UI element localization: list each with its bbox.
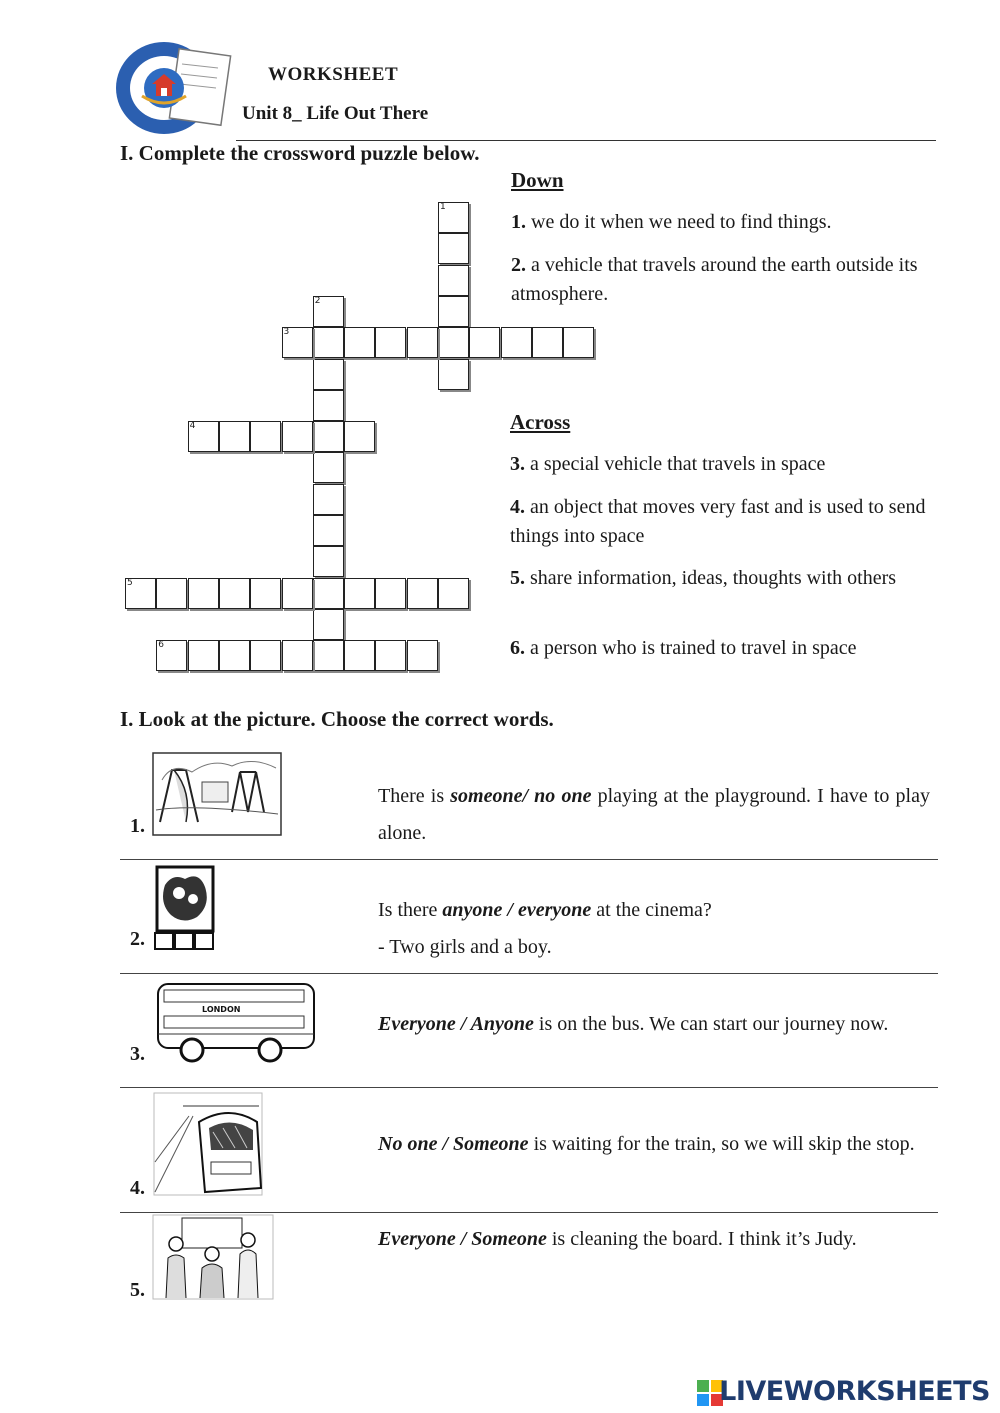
crossword-cell[interactable] [313,390,344,421]
item-number: 2. [130,928,145,950]
unit-title: Unit 8_ Life Out There [242,103,429,124]
crossword-cell[interactable] [313,609,344,640]
clue-number: 4. [510,496,525,518]
clue-text: an object that moves very fast and is used to send things into space [510,496,926,547]
crossword-cell[interactable] [219,578,250,609]
sentence-2 [378,892,930,966]
row-divider [120,859,938,860]
crossword-clue-number: 3 [283,327,290,338]
crossword-cell[interactable] [282,640,313,671]
classroom-picture [152,1214,274,1300]
crossword-clue-number: 4 [189,421,196,432]
clue-number: 2. [511,254,526,276]
crossword-cell[interactable] [313,296,344,327]
crossword-cell[interactable] [469,327,500,358]
crossword-clue-number: 2 [314,295,321,306]
word-choice[interactable]: Everyone / Someone [378,1228,547,1250]
crossword-cell[interactable] [313,421,344,452]
crossword-clue-number: 5 [127,577,133,588]
crossword-cell[interactable] [344,327,375,358]
sentence-text: at the cinema? [591,899,712,921]
clue-number: 1. [511,211,526,233]
clue-number: 3. [510,453,525,475]
crossword-cell[interactable] [532,327,563,358]
word-choice[interactable]: anyone / everyone [442,899,592,921]
crossword-cell[interactable] [313,327,344,358]
crossword-cell[interactable] [250,578,281,609]
crossword-cell[interactable] [501,327,532,358]
crossword-cell[interactable] [375,578,406,609]
sentence-5 [378,1221,930,1258]
crossword-cell[interactable] [313,452,344,483]
playground-picture [152,752,282,836]
row-divider [120,1212,938,1213]
word-choice[interactable]: someone/ no one [450,785,592,807]
sentence-text: is cleaning the board. I think it’s Judy. [546,1228,857,1250]
sentence-4 [378,1126,930,1163]
worksheet-title: WORKSHEET [268,64,399,85]
crossword-cell[interactable] [188,421,219,452]
crossword-cell[interactable] [156,578,187,609]
crossword-cell[interactable] [219,640,250,671]
crossword-cell[interactable] [156,640,187,671]
crossword-cell[interactable] [407,327,438,358]
crossword-cell[interactable] [438,265,469,296]
crossword-cell[interactable] [407,640,438,671]
crossword-cell[interactable] [188,578,219,609]
across-clue-6 [510,634,935,663]
across-clue-3 [510,450,935,479]
item-number: 5. [130,1279,145,1301]
sentence-1 [378,778,930,852]
crossword-cell[interactable] [438,296,469,327]
crossword-cell[interactable] [313,484,344,515]
crossword-cell[interactable] [407,578,438,609]
crossword-cell[interactable] [313,359,344,390]
sentence-text: There is [378,785,451,807]
sentence-text: Is there [378,899,443,921]
clue-text: a person who is trained to travel in space [525,637,857,659]
crossword-clue-number: 1 [440,202,446,212]
crossword-cell[interactable] [219,421,250,452]
item-number: 3. [130,1043,145,1065]
crossword-clue-number: 6 [158,640,165,651]
crossword-cell[interactable] [250,640,281,671]
crossword-cell[interactable] [563,327,594,358]
crossword-cell[interactable] [438,578,469,609]
crossword-cell[interactable] [344,421,375,452]
word-choice[interactable]: No one / Someone [378,1133,529,1155]
clue-number: 6. [510,637,525,659]
clue-text: share information, ideas, thoughts with others [525,567,897,589]
cinema-picture [153,865,217,951]
crossword-cell[interactable] [344,578,375,609]
liveworksheets-brand: LIVEWORKSHEETS [719,1376,990,1407]
school-logo [112,38,236,138]
item-number: 4. [130,1177,145,1199]
crossword-cell[interactable] [282,327,313,358]
crossword-cell[interactable] [282,421,313,452]
crossword-cell[interactable] [438,233,469,264]
bus-sign: LONDON [202,1005,241,1014]
crossword-cell[interactable] [375,327,406,358]
down-clue-2 [511,251,936,309]
london-bus-picture [154,980,318,1066]
sentence-text: playing at the playground. I have to play alone. [378,785,930,844]
item-number: 1. [130,815,145,837]
clue-text: we do it when we need to find things. [526,211,832,233]
train-station-picture [153,1092,263,1196]
crossword-cell[interactable] [375,640,406,671]
clue-number: 5. [510,567,525,589]
crossword-cell[interactable] [313,640,344,671]
crossword-cell[interactable] [250,421,281,452]
crossword-cell[interactable] [313,546,344,577]
word-choice[interactable]: Everyone / Anyone [378,1013,534,1035]
sentence-3 [378,1006,930,1043]
crossword-cell[interactable] [344,640,375,671]
down-clue-1 [511,208,936,237]
sentence-text: is waiting for the train, so we will skip the stop. [528,1133,915,1155]
section2-title: I. Look at the picture. Choose the correct words. [120,707,554,731]
crossword-cell[interactable] [188,640,219,671]
crossword-cell[interactable] [282,578,313,609]
across-clue-5 [510,564,935,593]
crossword-cell[interactable] [438,202,469,233]
answer-line: - Two girls and a boy. [378,936,552,958]
down-heading: Down [511,168,564,192]
section1-title: I. Complete the crossword puzzle below. [120,141,480,165]
crossword-cell[interactable] [313,578,344,609]
crossword-cell[interactable] [438,327,469,358]
crossword-cell[interactable] [313,515,344,546]
across-heading: Across [510,410,571,434]
across-clue-4 [510,493,935,551]
sentence-text: is on the bus. We can start our journey now. [533,1013,889,1035]
row-divider [120,1087,938,1088]
row-divider [120,973,938,974]
clue-text: a vehicle that travels around the earth outside its atmosphere. [511,254,918,305]
crossword-cell[interactable] [438,359,469,390]
crossword-cell[interactable] [125,578,156,609]
clue-text: a special vehicle that travels in space [525,453,826,475]
